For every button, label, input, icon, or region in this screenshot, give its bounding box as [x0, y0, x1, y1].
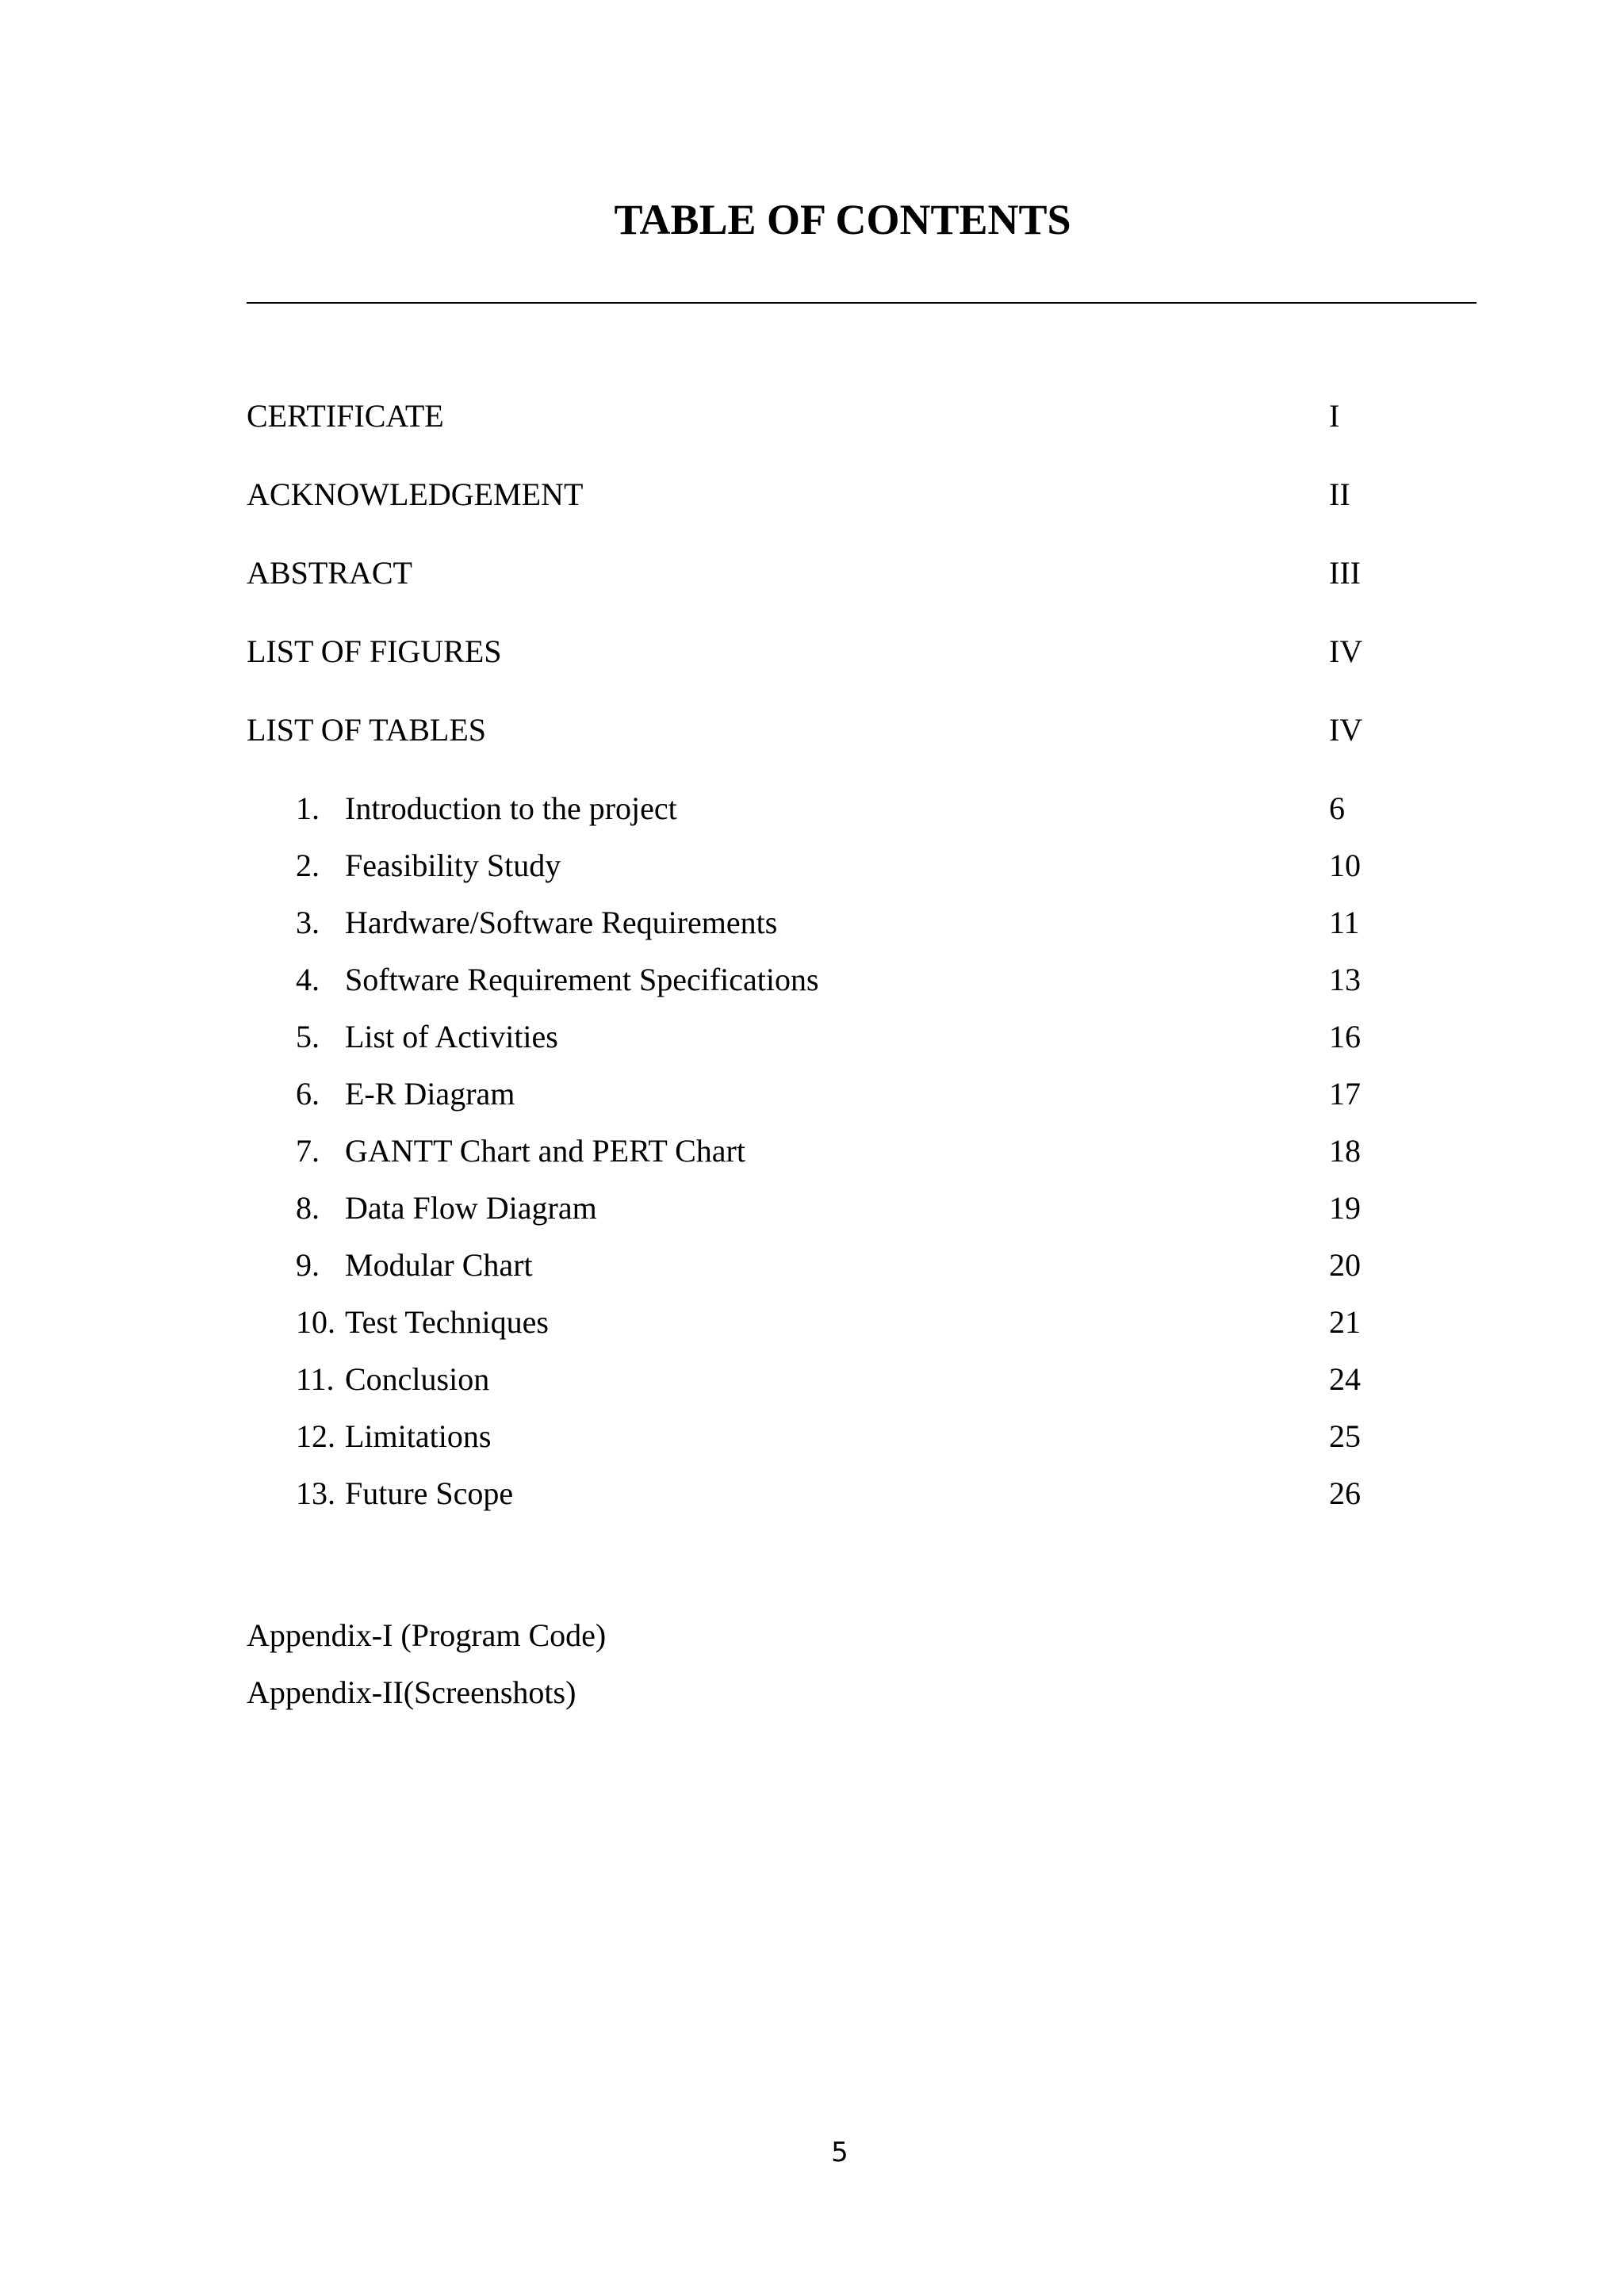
toc-entry-list-of-tables[interactable]: [0, 708, 1624, 752]
toc-chapter-label: Hardware/Software Requirements: [345, 905, 778, 940]
toc-chapter-number: 2.: [296, 848, 320, 883]
toc-chapter-number: 1.: [296, 790, 320, 826]
toc-entry-list-of-figures[interactable]: [0, 629, 1624, 674]
toc-chapter-5[interactable]: [0, 1015, 1624, 1059]
toc-entry-page: II: [1329, 476, 1350, 512]
toc-chapter-page: 11: [1329, 905, 1360, 940]
toc-chapter-10[interactable]: [0, 1300, 1624, 1345]
toc-chapter-7[interactable]: [0, 1129, 1624, 1173]
toc-chapter-1[interactable]: [0, 786, 1624, 831]
toc-chapter-number: 6.: [296, 1076, 320, 1112]
toc-entry-page: I: [1329, 398, 1340, 434]
toc-chapter-page: 20: [1329, 1247, 1361, 1283]
toc-chapter-number: 8.: [296, 1190, 320, 1226]
toc-chapter-number: 3.: [296, 905, 320, 940]
toc-chapter-number: 12.: [296, 1418, 335, 1454]
toc-chapter-3[interactable]: [0, 901, 1624, 945]
toc-chapter-11[interactable]: [0, 1357, 1624, 1402]
toc-chapter-6[interactable]: [0, 1072, 1624, 1116]
page-number: 5: [831, 2137, 848, 2168]
toc-chapter-label: Conclusion: [345, 1361, 490, 1397]
toc-appendix-2[interactable]: [0, 1670, 1624, 1715]
toc-chapter-number: 10.: [296, 1304, 335, 1340]
toc-chapter-label: E-R Diagram: [345, 1076, 515, 1112]
toc-entry-label: LIST OF FIGURES: [247, 633, 502, 669]
toc-entry-label: CERTIFICATE: [247, 398, 444, 434]
toc-chapter-label: Data Flow Diagram: [345, 1190, 597, 1226]
title-divider: [247, 302, 1477, 304]
page-title: TABLE OF CONTENTS: [614, 196, 1071, 243]
toc-entry-acknowledgement[interactable]: [0, 473, 1624, 517]
toc-appendix-1[interactable]: [0, 1613, 1624, 1658]
toc-chapter-13[interactable]: [0, 1471, 1624, 1516]
toc-chapter-page: 13: [1329, 962, 1361, 997]
toc-chapter-number: 4.: [296, 962, 320, 997]
toc-chapter-label: GANTT Chart and PERT Chart: [345, 1133, 745, 1169]
toc-chapter-8[interactable]: [0, 1186, 1624, 1230]
toc-appendix-label: Appendix-I (Program Code): [247, 1617, 607, 1653]
toc-entry-label: ACKNOWLEDGEMENT: [247, 476, 584, 512]
toc-chapter-label: Modular Chart: [345, 1247, 533, 1283]
toc-chapter-9[interactable]: [0, 1243, 1624, 1288]
toc-chapter-page: 21: [1329, 1304, 1361, 1340]
toc-chapter-number: 5.: [296, 1019, 320, 1054]
toc-chapter-page: 26: [1329, 1475, 1361, 1511]
toc-chapter-label: List of Activities: [345, 1019, 558, 1054]
toc-chapter-label: Test Techniques: [345, 1304, 549, 1340]
toc-entry-page: IV: [1329, 712, 1363, 748]
toc-chapter-label: Feasibility Study: [345, 848, 561, 883]
toc-chapter-12[interactable]: [0, 1414, 1624, 1459]
toc-entry-abstract[interactable]: [0, 551, 1624, 595]
toc-chapter-4[interactable]: [0, 958, 1624, 1002]
toc-chapter-page: 6: [1329, 790, 1345, 826]
toc-chapter-page: 24: [1329, 1361, 1361, 1397]
toc-chapter-number: 7.: [296, 1133, 320, 1169]
toc-chapter-page: 10: [1329, 848, 1361, 883]
toc-entry-label: ABSTRACT: [247, 555, 412, 591]
toc-entry-page: IV: [1329, 633, 1363, 669]
toc-chapter-2[interactable]: [0, 844, 1624, 888]
toc-chapter-page: 19: [1329, 1190, 1361, 1226]
toc-entry-page: III: [1329, 555, 1361, 591]
toc-chapter-label: Introduction to the project: [345, 790, 677, 826]
toc-chapter-page: 18: [1329, 1133, 1361, 1169]
toc-chapter-page: 25: [1329, 1418, 1361, 1454]
toc-chapter-label: Software Requirement Specifications: [345, 962, 819, 997]
toc-chapter-label: Limitations: [345, 1418, 492, 1454]
toc-chapter-page: 17: [1329, 1076, 1361, 1112]
toc-entry-label: LIST OF TABLES: [247, 712, 487, 748]
toc-chapter-label: Future Scope: [345, 1475, 514, 1511]
toc-chapter-number: 13.: [296, 1475, 335, 1511]
toc-appendix-label: Appendix-II(Screenshots): [247, 1674, 576, 1710]
toc-chapter-number: 11.: [296, 1361, 335, 1397]
toc-chapter-page: 16: [1329, 1019, 1361, 1054]
toc-chapter-number: 9.: [296, 1247, 320, 1283]
toc-entry-certificate[interactable]: [0, 394, 1624, 438]
